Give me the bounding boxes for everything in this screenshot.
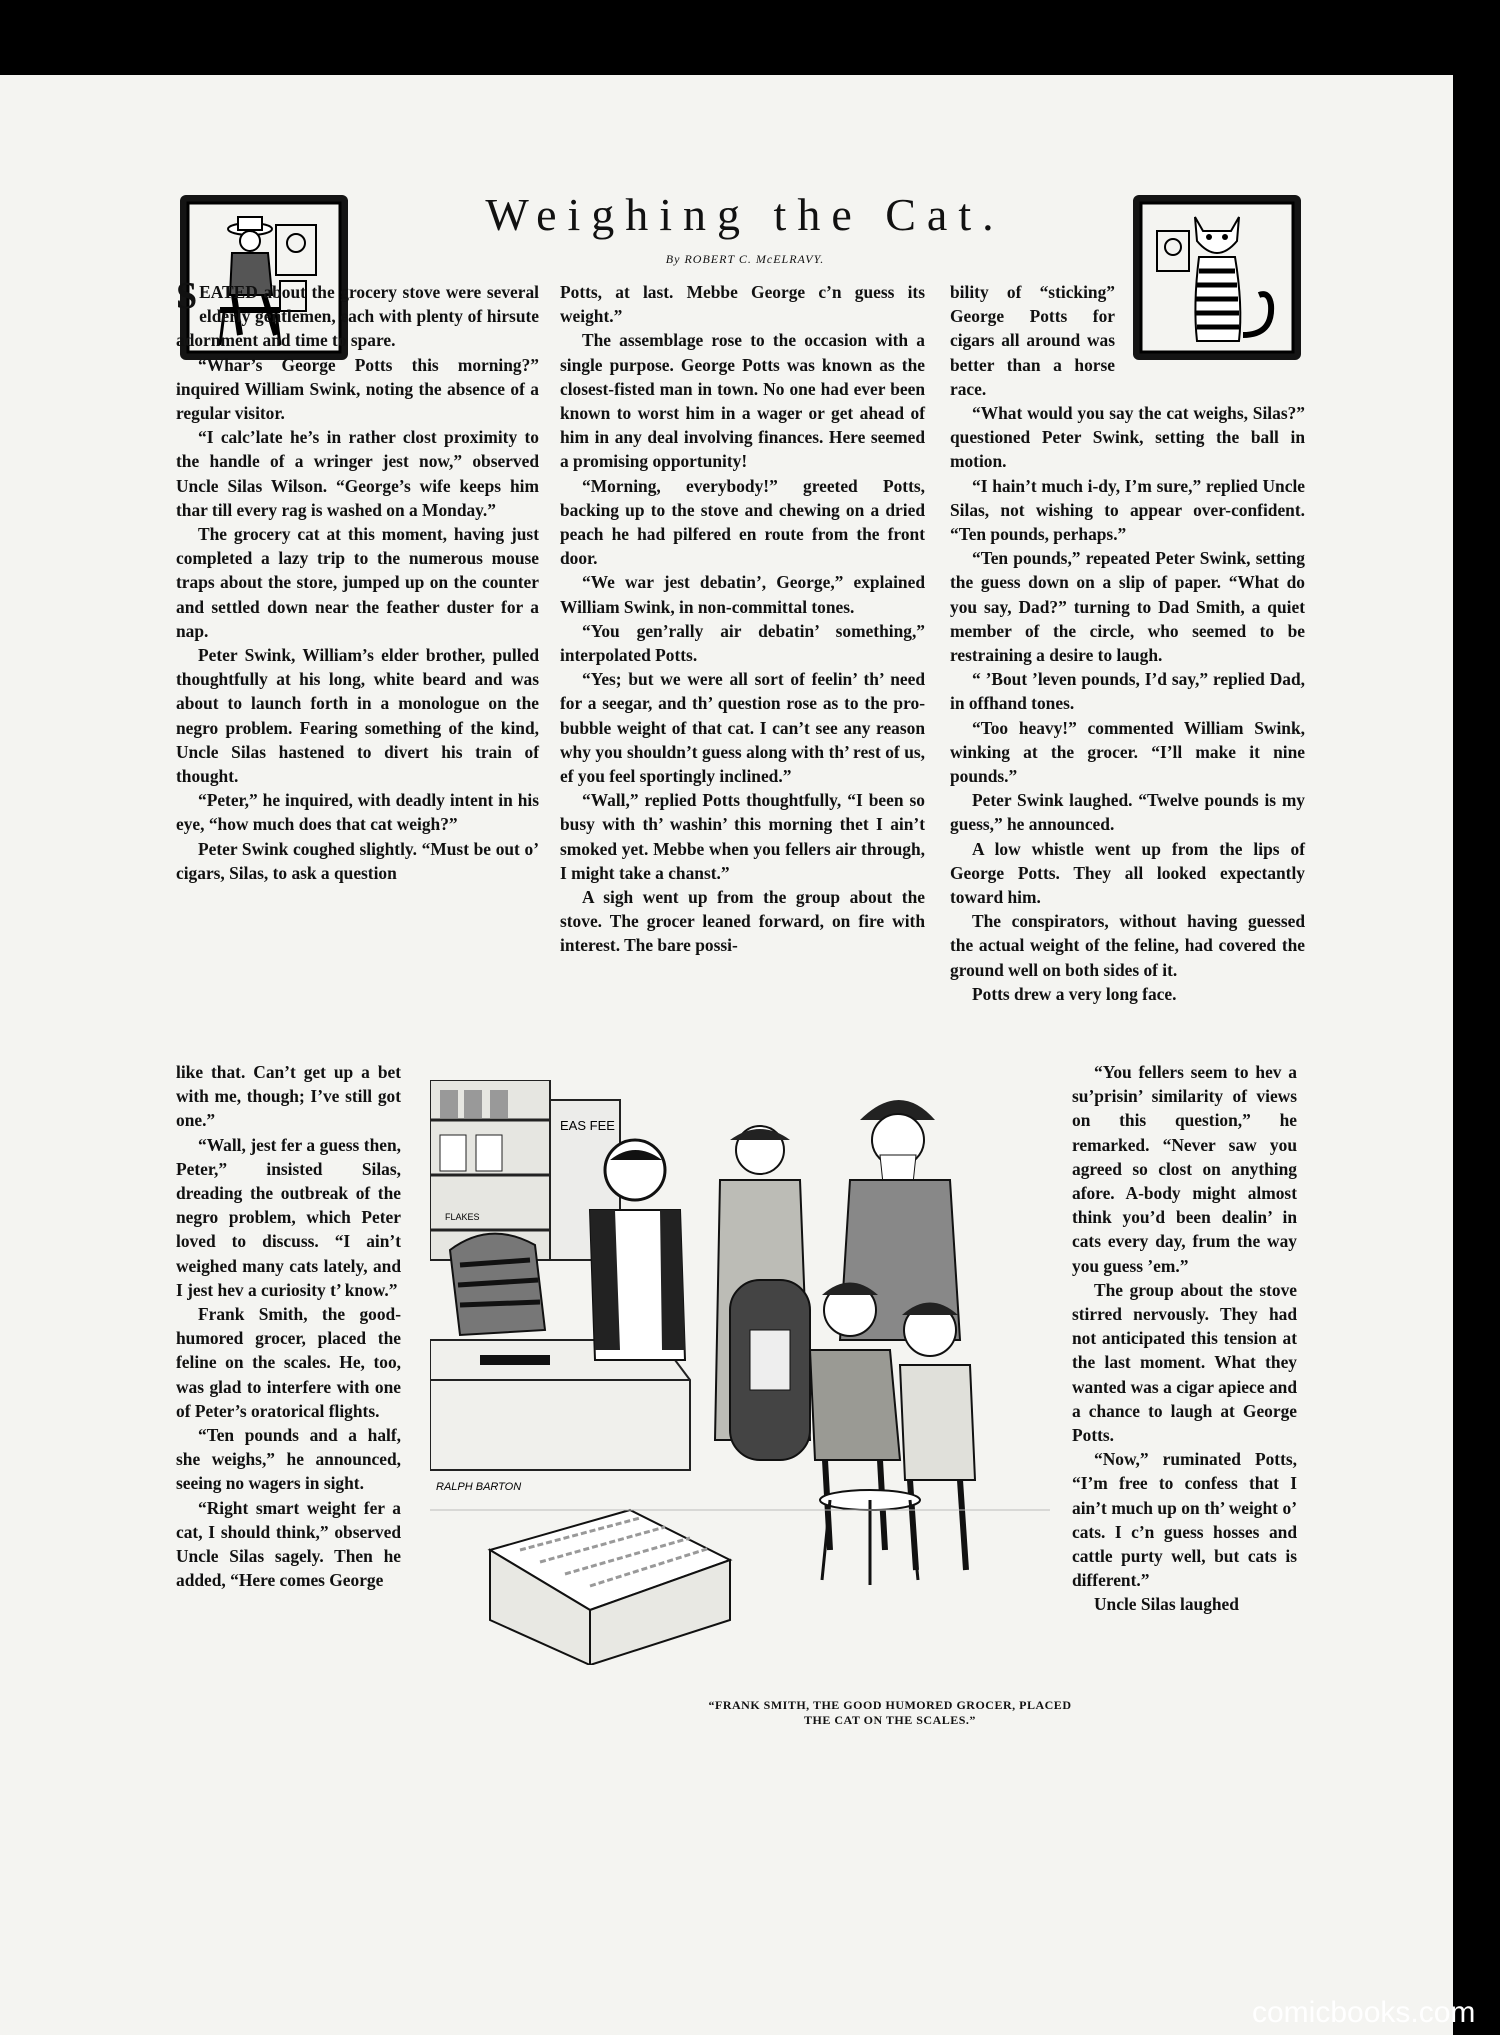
paragraph: The grocery cat at this moment, having just completed a lazy trip to the numerous mouse traps about the store, jumped up on the counter and settled down near the feather duster for a nap.: [176, 524, 539, 641]
paragraph: “Peter,” he inquired, with deadly intent in his eye, “how much does that cat weigh?”: [176, 790, 539, 835]
opening-paragraph: [176, 275, 539, 353]
paragraph-text: EATED about the grocery stove were several elderly gentlemen, each with plenty of hirsute adornment and time to spare.: [176, 282, 539, 351]
paragraph: “Right smart weight fer a cat, I should think,” observed Uncle Silas sagely. Then he added, “Here comes George: [176, 1497, 401, 1591]
store-scene-drawing: [430, 1080, 1050, 1665]
paragraph: Peter Swink, William’s elder brother, pulled thoughtfully at his long, white beard and was about to launch forth in a monologue on the negro problem. Fearing something of the kind, Uncle Silas hastened to divert his train of thought.: [176, 645, 539, 787]
site-watermark: comicbooks.com: [1252, 1996, 1476, 2029]
paragraph: Potts, at last. Mebbe George c’n guess its weight.”: [560, 282, 925, 327]
paragraph: “Ten pounds,” repeated Peter Swink, setting the guess down on a slip of paper. “What do you say, Dad?” turning to Dad Smith, a quiet member of the circle, who seemed to be restraining a desire to laugh.: [950, 548, 1305, 666]
column-2: [560, 280, 925, 958]
paragraph: “Now,” ruminated Potts, “I’m free to confess that I ain’t much up on th’ weight o’ cats. I c’n guess hosses and cattle purty well, but cats is different.”: [1072, 1449, 1297, 1591]
paragraph: Potts drew a very long face.: [972, 983, 1177, 1004]
story-byline: By ROBERT C. McELRAVY.: [665, 252, 825, 266]
paragraph: “Whar’s George Potts this morning?” inquired William Swink, noting the absence of a regular visitor.: [176, 354, 539, 424]
paragraph: “Wall,” replied Potts thoughtfully, “I been so busy with th’ washin’ this morning thet I ain’t smoked yet. Mebbe when you fellers air through, I might take a chanst.”: [560, 790, 925, 883]
story-title: Weighing the Cat.: [485, 189, 1005, 240]
column-1-upper: [176, 275, 539, 885]
paragraph: “ ’Bout ’leven pounds, I’d say,” replied Dad, in offhand tones.: [950, 669, 1305, 714]
paragraph: Uncle Silas laughed: [1094, 1594, 1239, 1615]
paragraph: Peter Swink laughed. “Twelve pounds is my guess,” he announced.: [950, 790, 1305, 835]
paragraph: like that. Can’t get up a bet with me, though; I’ve still got one.”: [176, 1062, 401, 1131]
paragraph: “What would you say the cat weighs, Silas?” questioned Peter Swink, setting the ball in motion.: [950, 403, 1305, 472]
artist-signature: RALPH BARTON: [436, 1481, 522, 1493]
paragraph: Frank Smith, the good-humored grocer, placed the feline on the scales. He, too, was glad to interfere with one of Peter’s oratorical flights.: [176, 1304, 401, 1421]
column-3-upper: [950, 280, 1305, 1006]
drop-cap: S: [176, 275, 198, 317]
paragraph: The conspirators, without having guessed the actual weight of the feline, had covered the ground well on both sides of it.: [950, 911, 1305, 980]
paragraph: bility of “sticking” George Potts for cigars all around was better than a horse race.: [950, 282, 1115, 399]
paragraph: The assemblage rose to the occasion with a single purpose. George Potts was known as the closest-fisted man in town. No one had ever been known to worst him in a wager or get ahead of him in any deal involving finances. Here seemed a promising opportunity!: [560, 330, 925, 472]
jar-label-text: FLAKES: [445, 1212, 480, 1222]
page-edge-border: [1453, 75, 1500, 2035]
paragraph: The group about the stove stirred nervously. They had not anticipated this tension at the last moment. What they wanted was a cigar apiece and a chance to laugh at George Potts.: [1072, 1279, 1297, 1446]
paragraph: “You gen’rally air debatin’ something,” interpolated Potts.: [560, 620, 925, 666]
paragraph: “Wall, jest fer a guess then, Peter,” insisted Silas, dreading the outbreak of the negro problem, which Peter loved to discuss. “I ain’t weighed many cats lately, and I jest hev a curiosity t’ know.”: [176, 1134, 401, 1300]
paragraph: A low whistle went up from the lips of George Potts. They all looked expectantly toward him.: [950, 838, 1305, 908]
paragraph: “I calc’late he’s in rather clost proximity to the handle of a wringer jest now,” observed Uncle Silas Wilson. “George’s wife keeps him thar till every rag is washed on a Monday.”: [176, 427, 539, 520]
paragraph: Peter Swink coughed slightly. “Must be out o’ cigars, Silas, to ask a question: [176, 838, 539, 883]
paragraph: “Yes; but we were all sort of feelin’ th’ need for a seegar, and th’ question rose as to the pro-bubble weight of that cat. I can’t see any reason why you shouldn’t guess along with th’ rest of us, ef you feel sportingly inclined.”: [560, 669, 925, 787]
illustration-caption: “FRANK SMITH, THE GOOD HUMORED GROCER, PLACED THE CAT ON THE SCALES.”: [708, 1698, 1072, 1727]
column-1-lower: [176, 1060, 401, 1592]
paragraph: A sigh went up from the group about the stove. The grocer leaned forward, on fire with interest. The bare possi-: [560, 887, 925, 956]
store-sign-text: EAS FEE: [560, 1118, 615, 1133]
paragraph: “Ten pounds and a half, she weighs,” he announced, seeing no wagers in sight.: [176, 1425, 401, 1494]
paragraph: “I hain’t much i-dy, I’m sure,” replied Uncle Silas, not wishing to appear over-confident. “Ten pounds, perhaps.”: [950, 475, 1305, 545]
column-3-lower: [1072, 1060, 1297, 1617]
grocery-store-illustration: [430, 1080, 1050, 1665]
paragraph: “Morning, everybody!” greeted Potts, backing up to the stove and chewing on a dried peach he had pilfered en route from the front door.: [560, 475, 925, 569]
paragraph: “We war jest debatin’, George,” explained William Swink, in non-committal tones.: [560, 572, 925, 617]
paragraph: “You fellers seem to hev a su’prisin’ similarity of views on this question,” he remarked. “Never saw you agreed so clost on anything afore. A-body might almost think you’d been dealin’ in cats every day, frum the way you guess ’em.”: [1072, 1062, 1297, 1276]
paragraph: “Too heavy!” commented William Swink, winking at the grocer. “I’ll make it nine pounds.”: [950, 717, 1305, 787]
